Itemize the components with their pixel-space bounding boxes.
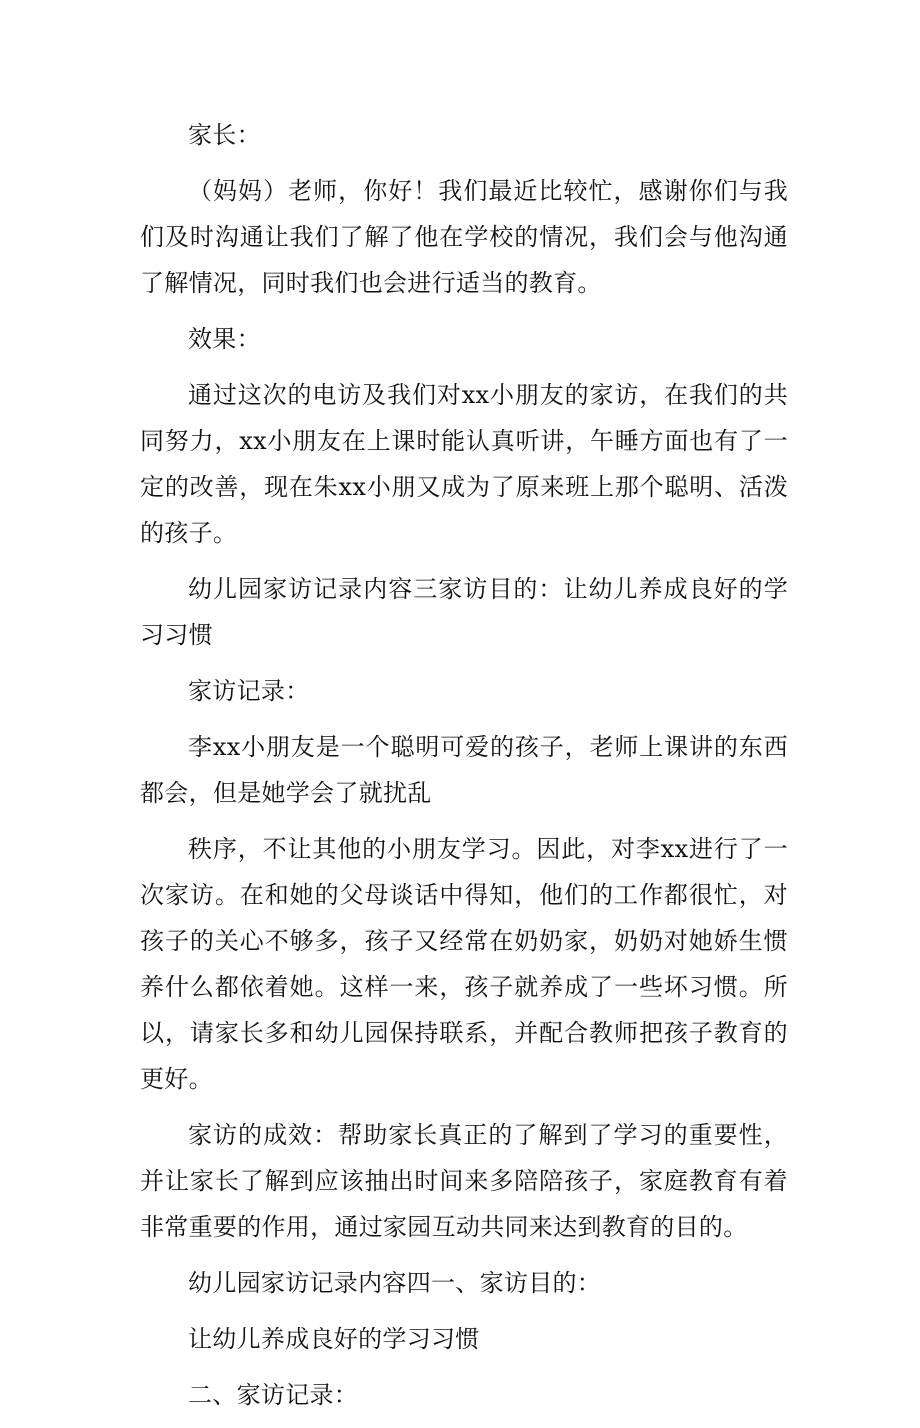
paragraph-visit-record-continued: 秩序，不让其他的小朋友学习。因此，对李xx进行了一次家访。在和她的父母谈话中得知，他们的工作都很忙，对孩子的关心不够多，孩子又经常在奶奶家，奶奶对她娇生惯养什么都依着她。这样一来，孩子就养成了一些坏习惯。所以，请家长多和幼儿园保持联系，并配合教师把孩子教育的更好。 (140, 835, 788, 1093)
paragraph-visit-record-text: 李xx小朋友是一个聪明可爱的孩子，老师上课讲的东西都会，但是她学会了就扰乱 (140, 733, 788, 807)
paragraph-section-three-heading: 幼儿园家访记录内容三家访目的：让幼儿养成良好的学习习惯 (140, 575, 788, 649)
paragraph-effect-text: 通过这次的电访及我们对xx小朋友的家访，在我们的共同努力，xx小朋友在上课时能认真听讲，午睡方面也有了一定的改善，现在朱xx小朋又成为了原来班上那个聪明、活泼的孩子。 (140, 381, 788, 547)
paragraph-effect-label: 效果： (188, 325, 261, 353)
paragraph-visit-record-heading: 二、家访记录： (188, 1381, 359, 1409)
paragraph-parent-label: 家长： (188, 121, 261, 149)
paragraph-visit-result: 家访的成效：帮助家长真正的了解到了学习的重要性，并让家长了解到应该抽出时间来多陪陪孩子，家庭教育有着非常重要的作用，通过家园互动共同来达到教育的目的。 (140, 1121, 788, 1241)
document-body (140, 112, 788, 1428)
paragraph-visit-record-label: 家访记录： (188, 677, 310, 705)
paragraph-parent-reply: （妈妈）老师，你好！我们最近比较忙，感谢你们与我们及时沟通让我们了解了他在学校的情况，我们会与他沟通了解情况，同时我们也会进行适当的教育。 (140, 177, 788, 297)
paragraph-visit-goal: 让幼儿养成良好的学习习惯 (188, 1325, 480, 1353)
paragraph-section-four-heading: 幼儿园家访记录内容四一、家访目的： (188, 1269, 602, 1297)
